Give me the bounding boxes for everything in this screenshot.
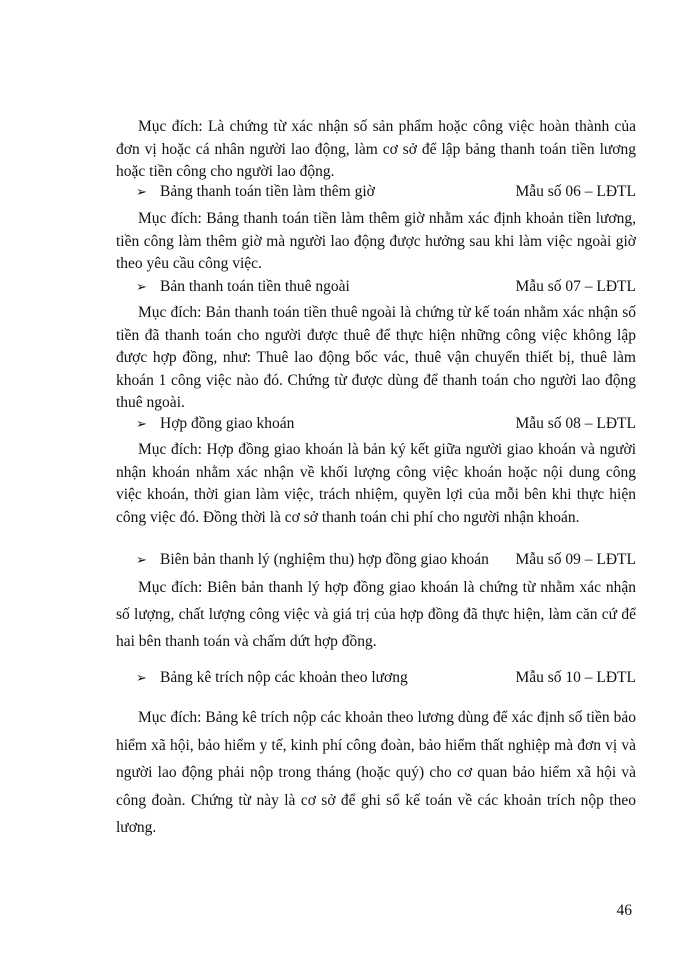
page-number: 46 [616,902,632,919]
heading-title: Bảng thanh toán tiền làm thêm giờ [160,183,375,200]
heading-title: Bản thanh toán tiền thuê ngoài [160,278,350,295]
form-number: Mẫu số 07 – LĐTL [515,278,636,295]
paragraph: Mục đích: Là chứng từ xác nhận số sản phẩm hoặc công việc hoàn thành của đơn vị hoặc cá nhân người lao động, làm cơ sở để lập bảng thanh toán tiền lương hoặc tiền công cho người lao động. [116,118,636,180]
form-number: Mẫu số 06 – LĐTL [515,183,636,200]
form-heading [136,276,636,298]
form-number: Mẫu số 10 – LĐTL [515,669,636,686]
form-number: Mẫu số 09 – LĐTL [515,551,636,568]
heading-title: Hợp đồng giao khoán [160,415,295,432]
arrow-bullet-icon: ➢ [136,670,147,685]
form-heading [136,667,636,689]
paragraph: Mục đích: Bảng kê trích nộp các khoản theo lương dùng để xác định số tiền bảo hiểm xã hội, bảo hiểm y tế, kinh phí công đoàn, bảo hiểm thất nghiệp mà đơn vị và người lao động phải nộp trong tháng (hoặc quý) cho cơ quan bảo hiểm xã hội và công đoàn. Chứng từ này là cơ sở để ghi sổ kế toán về các khoản trích nộp theo lương. [116,709,636,836]
paragraph: Mục đích: Hợp đồng giao khoán là bản ký kết giữa người giao khoán và người nhận khoán nhằm xác nhận về khối lượng công việc khoán hoặc nội dung công việc khoán, thời gian làm việc, trách nhiệm, quyền lợi của mỗi bên khi thực hiện công việc đó. Đồng thời là cơ sở thanh toán chi phí cho người nhận khoán. [116,441,636,526]
arrow-bullet-icon: ➢ [136,184,147,199]
arrow-bullet-icon: ➢ [136,552,147,567]
heading-title: Bảng kê trích nộp các khoản theo lương [160,669,408,686]
paragraph: Mục đích: Biên bản thanh lý hợp đồng giao khoán là chứng từ nhằm xác nhận số lượng, chất lượng công việc và giá trị của hợp đồng đã thực hiện, làm căn cứ để hai bên thanh toán và chấm dứt hợp đồng. [116,579,636,650]
form-heading [136,181,636,203]
form-number: Mẫu số 08 – LĐTL [515,415,636,432]
heading-title: Biên bản thanh lý (nghiệm thu) hợp đồng giao khoán [160,551,489,568]
form-heading [136,549,636,571]
paragraph: Mục đích: Bảng thanh toán tiền làm thêm giờ nhằm xác định khoản tiền lương, tiền công làm thêm giờ mà người lao động được hưởng sau khi làm việc ngoài giờ theo yêu cầu công việc. [116,210,636,272]
arrow-bullet-icon: ➢ [136,279,147,294]
paragraph: Mục đích: Bản thanh toán tiền thuê ngoài là chứng từ kế toán nhằm xác nhận số tiền đã thanh toán cho người được thuê để thực hiện những công việc không lập được hợp đồng, như: Thuê lao động bốc vác, thuê vận chuyển thiết bị, thuê làm khoán 1 công việc nào đó. Chứng từ được dùng để thanh toán cho người lao động thuê ngoài. [116,304,636,411]
arrow-bullet-icon: ➢ [136,416,147,431]
form-heading [136,413,636,435]
